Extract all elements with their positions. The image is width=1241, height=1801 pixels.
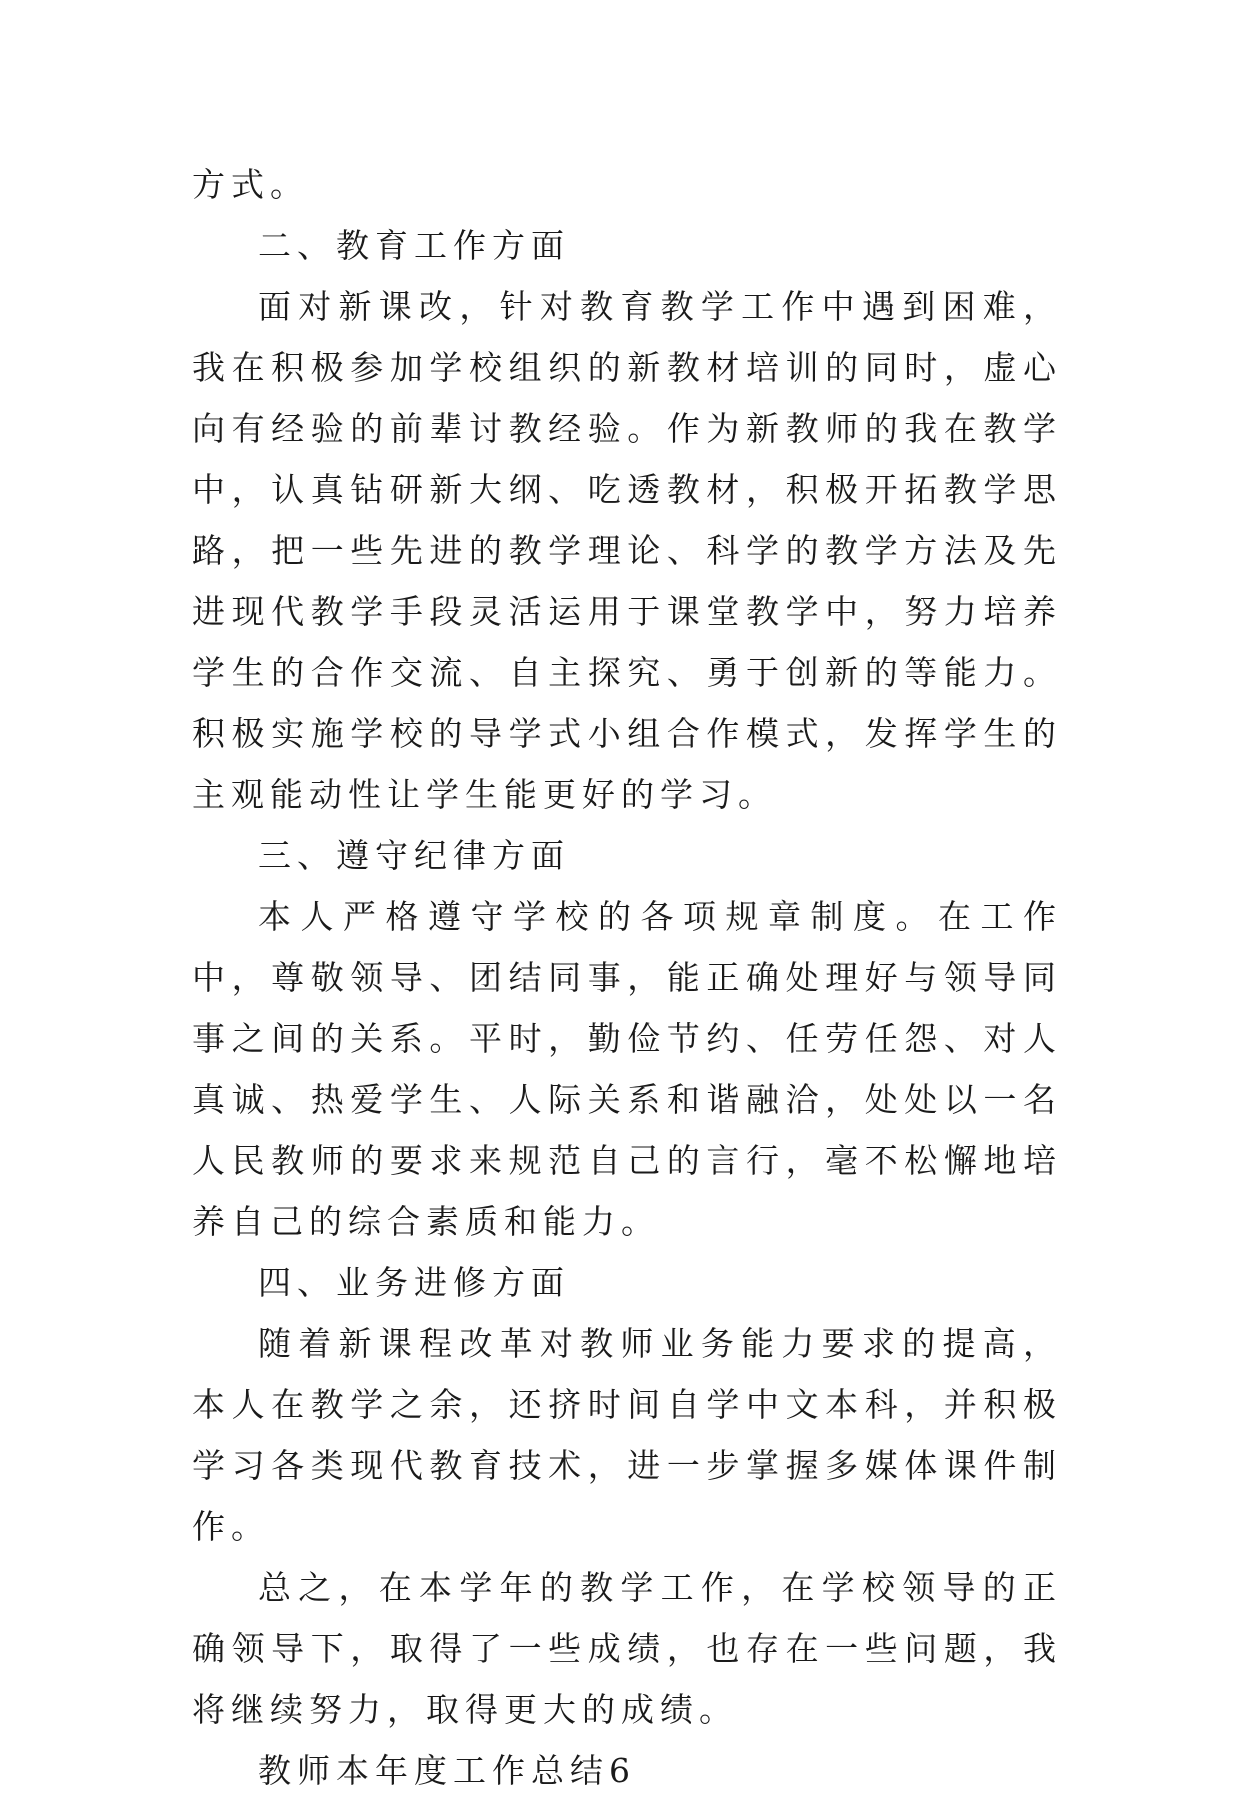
section-heading-discipline: 三、遵守纪律方面 — [258, 836, 570, 875]
section-heading-training: 四、业务进修方面 — [258, 1263, 570, 1302]
document-page — [192, 154, 1062, 1801]
section-heading-education: 二、教育工作方面 — [258, 226, 570, 265]
paragraph-continuation: 方式。 — [192, 165, 309, 204]
paragraph-training: 随着新课程改革对教师业务能力要求的提高，本人在教学之余，还挤时间自学中文本科，并积极学习各类现代教育技术，进一步掌握多媒体课件制作。 — [192, 1324, 1062, 1546]
paragraph-education: 面对新课改，针对教育教学工作中遇到困难，我在积极参加学校组织的新教材培训的同时，虚心向有经验的前辈讨教经验。作为新教师的我在教学中，认真钻研新大纲、吃透教材，积极开拓教学思路，把一些先进的教学理论、科学的教学方法及先进现代教学手段灵活运用于课堂教学中，努力培养学生的合作交流、自主探究、勇于创新的等能力。积极实施学校的导学式小组合作模式，发挥学生的主观能动性让学生能更好的学习。 — [192, 287, 1062, 814]
next-section-title: 教师本年度工作总结6 — [258, 1751, 636, 1790]
paragraph-discipline: 本人严格遵守学校的各项规章制度。在工作中，尊敬领导、团结同事，能正确处理好与领导同事之间的关系。平时，勤俭节约、任劳任怨、对人真诚、热爱学生、人际关系和谐融洽，处处以一名人民教师的要求来规范自己的言行，毫不松懈地培养自己的综合素质和能力。 — [192, 897, 1062, 1241]
paragraph-summary: 总之，在本学年的教学工作，在学校领导的正确领导下，取得了一些成绩，也存在一些问题，我将继续努力，取得更大的成绩。 — [192, 1568, 1062, 1729]
